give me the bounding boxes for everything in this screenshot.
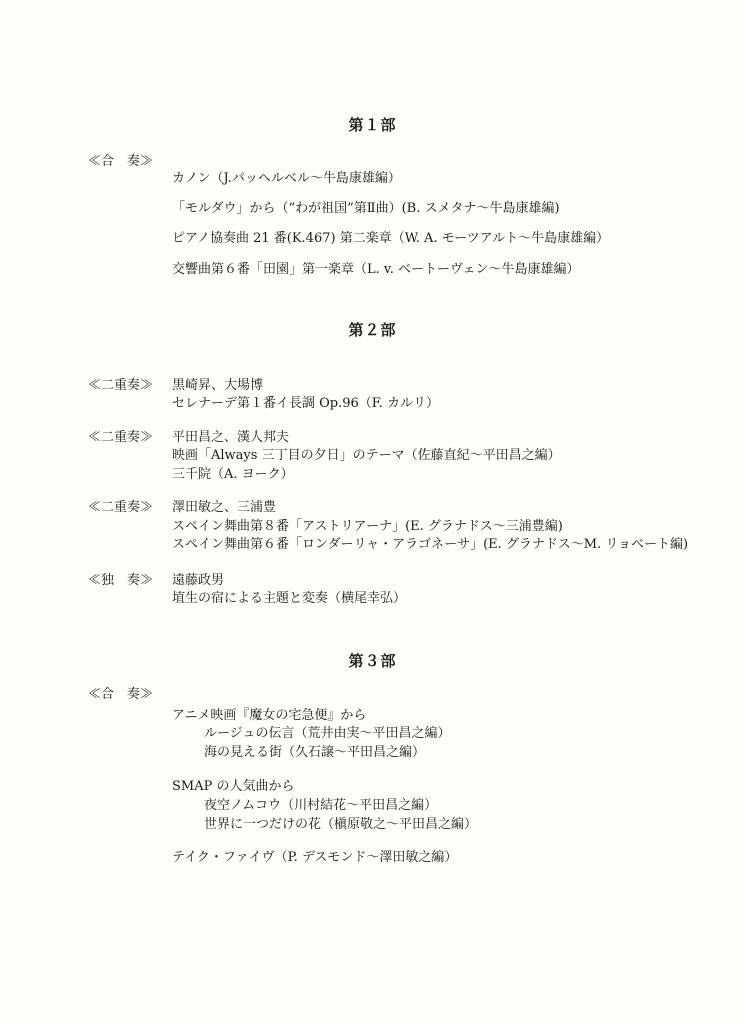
part1-title: 第１部 [348,116,397,134]
part2-duet2-label: ≪二重奏≫ [88,430,154,445]
part2-duet3-label: ≪二重奏≫ [88,500,154,515]
part2-duet1-piece-1: セレナーデ第１番イ長調 Op.96（F. カルリ） [172,396,440,411]
part1-piece-1: カノン（J.パッヘルベル〜牛島康雄編） [172,171,401,186]
part1-ensemble-label: ≪合 奏≫ [88,154,154,169]
part2-solo-performer: 遠藤政男 [172,573,225,588]
part2-title: 第２部 [348,321,397,339]
part3-ensemble-label: ≪合 奏≫ [88,687,154,702]
part2-duet2-performers: 平田昌之、漢人邦夫 [172,430,290,445]
part2-duet3-performers: 澤田敏之、三浦豊 [172,500,277,515]
part3-medley1-song-2: 海の見える街（久石譲〜平田昌之編） [204,745,426,760]
part2-solo-label: ≪独 奏≫ [88,573,154,588]
part2-duet3-piece-2: スペイン舞曲第６番「ロンダーリャ・アラゴネーサ」(E. グラナドス〜M. リョベート編) [172,537,689,552]
part3-title: 第３部 [348,652,397,670]
part3-medley2-title: SMAP の人気曲から [172,779,295,794]
part2-duet3-piece-1: スペイン舞曲第８番「アストリアーナ」(E. グラナドス〜三浦豊編) [172,519,563,534]
part3-medley2-song-2: 世界に一つだけの花（槇原敬之〜平田昌之編） [204,817,478,832]
part2-solo-piece-1: 埴生の宿による主題と変奏（横尾幸弘） [172,591,407,606]
part1-piece-3: ピアノ協奏曲 21 番(K.467) 第二楽章（W. A. モーツアルト〜牛島康雄編） [172,231,610,246]
part3-final-piece: テイク・ファイヴ（P. デスモンド〜澤田敏之編） [172,850,458,865]
part1-piece-2: 「モルダウ」から（“わが祖国”第Ⅱ曲）(B. スメタナ〜牛島康雄編) [172,201,560,216]
part2-duet1-performers: 黒崎昇、大場博 [172,378,264,393]
part3-medley1-title: アニメ映画『魔女の宅急便』から [172,708,367,723]
part2-duet2-piece-1: 映画「Always 三丁目の夕日」のテーマ（佐藤直紀〜平田昌之編） [172,448,561,463]
part2-duet1-label: ≪二重奏≫ [88,378,154,393]
part3-medley2-song-1: 夜空ノムコウ（川村結花〜平田昌之編） [204,798,438,813]
part3-medley1-song-1: ルージュの伝言（荒井由実〜平田昌之編） [204,726,451,741]
part2-duet2-piece-2: 三千院（A. ヨーク） [172,467,294,482]
part1-piece-4: 交響曲第６番「田園」第一楽章（L. v. ベートーヴェン〜牛島康雄編） [172,262,580,277]
